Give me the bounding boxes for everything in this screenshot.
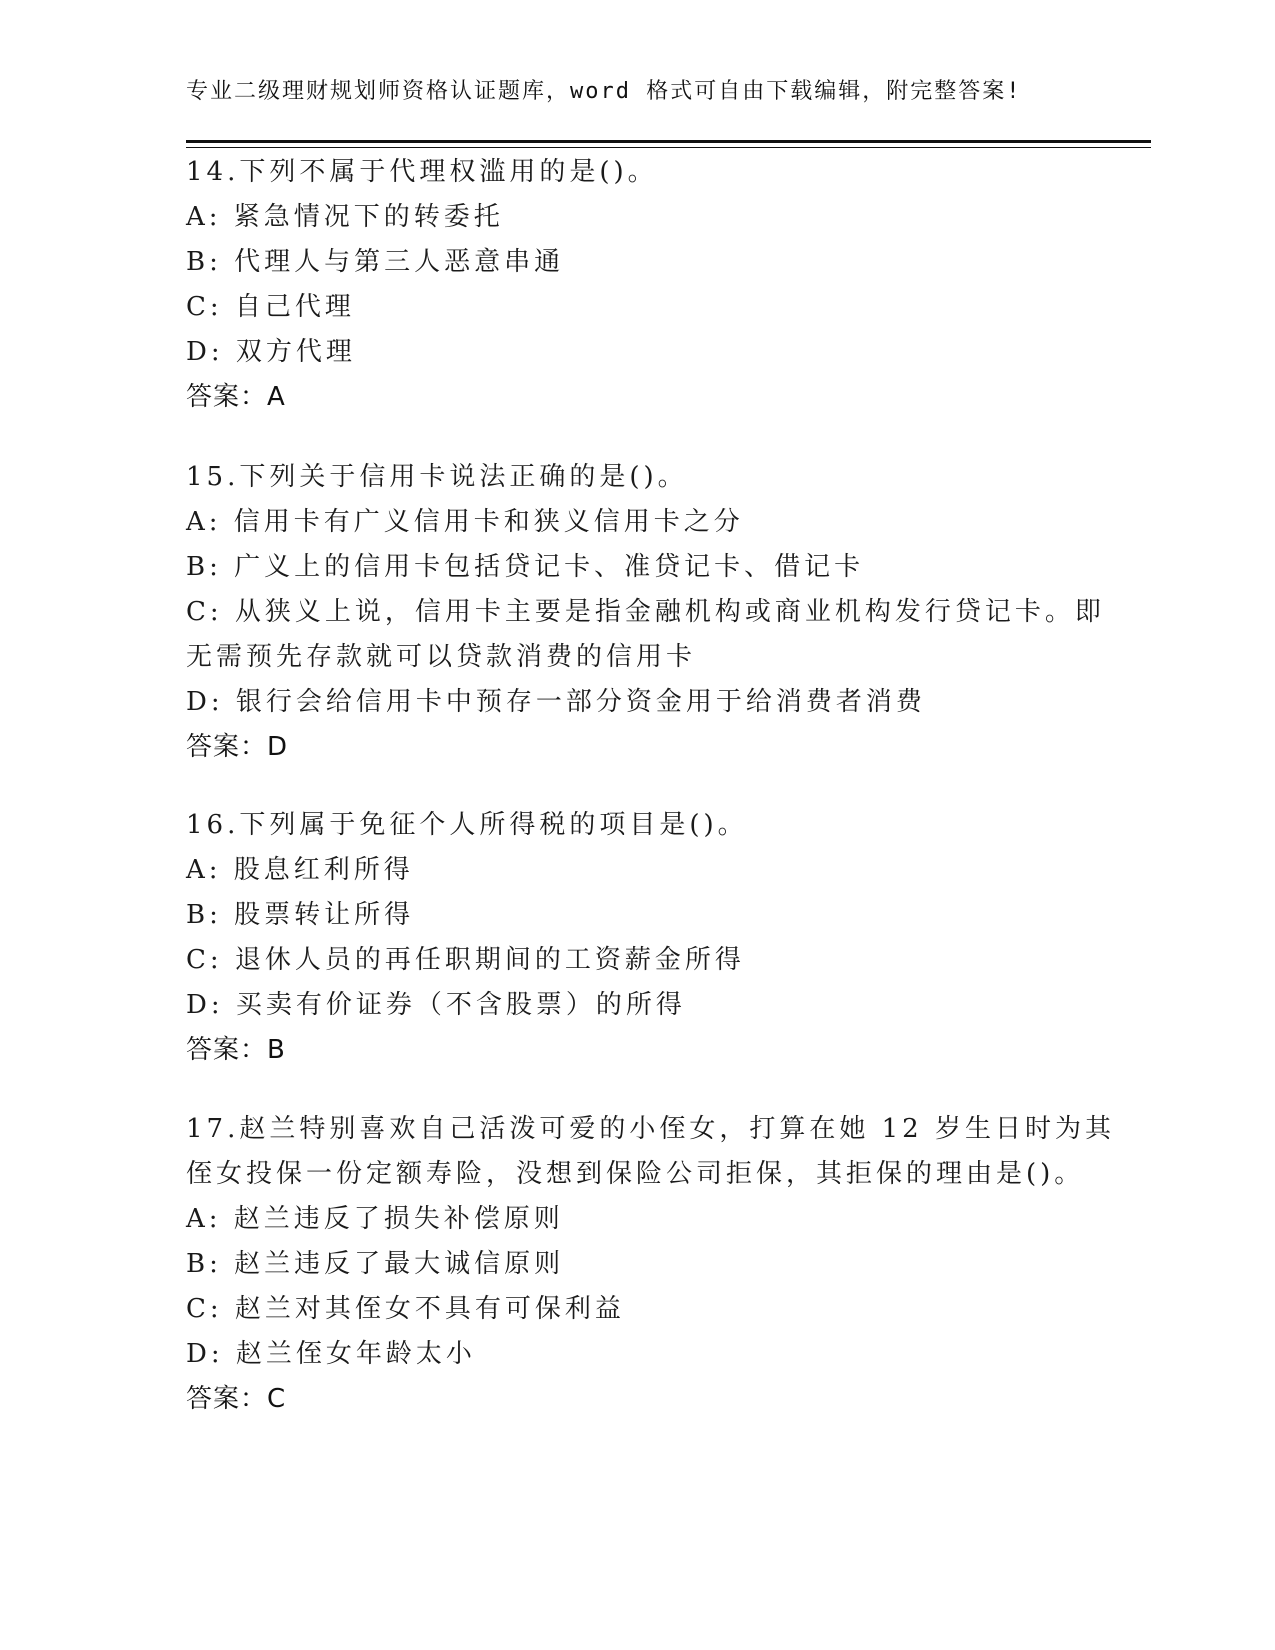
option-b: B: 代理人与第三人恶意串通 (186, 247, 565, 277)
option-b: B: 广义上的信用卡包括贷记卡、准贷记卡、借记卡 (186, 552, 865, 582)
question-stem: 14.下列不属于代理权滥用的是()。 (186, 157, 658, 187)
header-rule-thick (186, 140, 1151, 143)
answer-label: 答案：D (186, 732, 289, 762)
answer-label: 答案：A (186, 382, 286, 412)
option-d: D: 双方代理 (186, 337, 356, 367)
question-15 (186, 455, 1105, 770)
option-a: A: 信用卡有广义信用卡和狭义信用卡之分 (186, 507, 744, 537)
option-a: A: 赵兰违反了损失补偿原则 (186, 1204, 564, 1234)
question-16 (186, 803, 1086, 1073)
option-c: C: 赵兰对其侄女不具有可保利益 (186, 1294, 625, 1324)
question-stem: 16.下列属于免征个人所得税的项目是()。 (186, 810, 748, 840)
question-stem: 15.下列关于信用卡说法正确的是()。 (186, 462, 688, 492)
answer-label: 答案：B (186, 1035, 286, 1065)
option-a: A: 股息红利所得 (186, 855, 414, 885)
option-c-continued: 无需预先存款就可以贷款消费的信用卡 (186, 642, 697, 672)
question-14 (186, 150, 1086, 420)
question-stem-continued: 侄女投保一份定额寿险，没想到保险公司拒保，其拒保的理由是()。 (186, 1159, 1085, 1189)
option-d: D: 买卖有价证券（不含股票）的所得 (186, 990, 686, 1020)
option-a: A: 紧急情况下的转委托 (186, 202, 504, 232)
option-c: C: 从狭义上说，信用卡主要是指金融机构或商业机构发行贷记卡。即 (186, 597, 1105, 627)
option-c: C: 自己代理 (186, 292, 355, 322)
option-b: B: 赵兰违反了最大诚信原则 (186, 1249, 565, 1279)
page-header: 专业二级理财规划师资格认证题库，word 格式可自由下载编辑，附完整答案! (186, 79, 1022, 104)
question-stem: 17.赵兰特别喜欢自己活泼可爱的小侄女，打算在她 12 岁生日时为其 (186, 1114, 1115, 1144)
answer-label: 答案：C (186, 1384, 287, 1414)
option-d: D: 赵兰侄女年龄太小 (186, 1339, 476, 1369)
header-rule-thin (186, 147, 1151, 148)
option-b: B: 股票转让所得 (186, 900, 415, 930)
question-17 (186, 1107, 1115, 1422)
option-c: C: 退休人员的再任职期间的工资薪金所得 (186, 945, 745, 975)
option-d: D: 银行会给信用卡中预存一部分资金用于给消费者消费 (186, 687, 926, 717)
